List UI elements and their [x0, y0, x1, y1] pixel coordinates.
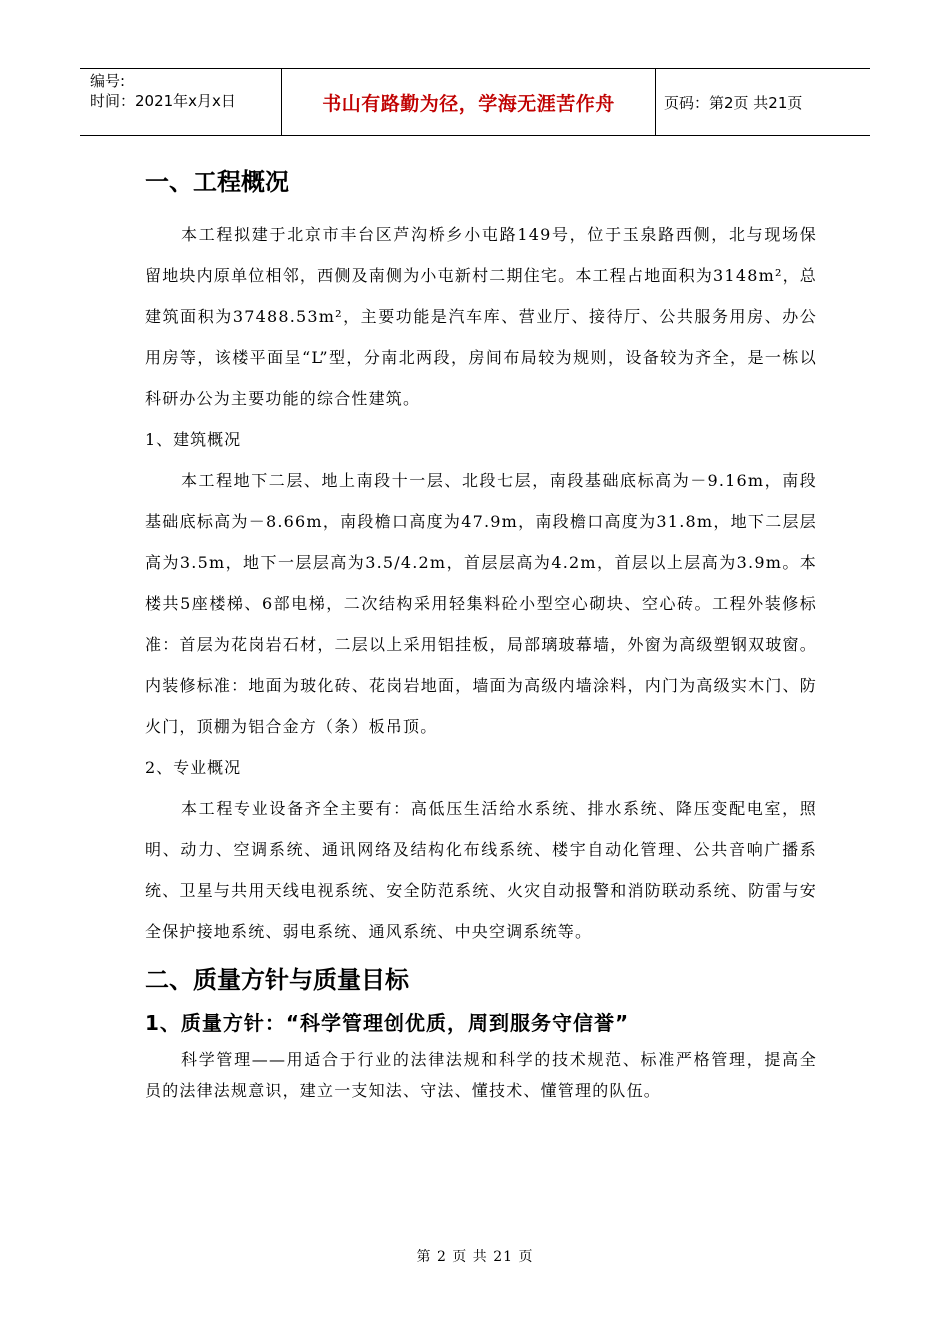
- document-body: [145, 160, 817, 1106]
- specialty-paragraph: 本工程专业设备齐全主要有：高低压生活给水系统、排水系统、降压变配电室，照明、动力、空调系统、通讯网络及结构化布线系统、楼宇自动化管理、公共音响广播系统、卫星与共用天线电视系统、安全防范系统、火灾自动报警和消防联动系统、防雷与安全保护接地系统、弱电系统、通风系统、中央空调系统等。: [145, 799, 817, 941]
- header-motto: 书山有路勤为径，学海无涯苦作舟: [282, 69, 656, 135]
- subheading-quality-policy: 1、质量方针：“科学管理创优质，周到服务守信誉”: [145, 1011, 630, 1035]
- subheading-specialty: 2、专业概况: [145, 758, 242, 777]
- header-page-info: 页码：第2页 共21页: [664, 93, 803, 112]
- building-paragraph: 本工程地下二层、地上南段十一层、北段七层，南段基础底标高为－9.16m，南段基础底标高为－8.66m，南段檐口高度为47.9m，南段檐口高度为31.8m，地下二层层高为3.5m，地下一层层高为3.5/4.2m，首层层高为4.2m，首层以上层高为3.9m。本楼共5座楼梯、6部电梯，二次结构采用轻集料砼小型空心砌块、空心砖。工程外装修标准：首层为花岗岩石材，二层以上采用铝挂板，局部璃玻幕墙，外窗为高级塑钢双玻窗。内装修标准：地面为玻化砖、花岗岩地面，墙面为高级内墙涂料，内门为高级实木门、防火门，顶棚为铝合金方（条）板吊顶。: [145, 471, 817, 736]
- header-meta-cell: [80, 69, 282, 135]
- subheading-building: 1、建筑概况: [145, 430, 242, 449]
- serial-label: 编号:: [90, 72, 126, 90]
- section-title-overview: 一、工程概况: [145, 168, 289, 196]
- page-footer: 第 2 页 共 21 页: [416, 1249, 534, 1265]
- section-title-quality: 二、质量方针与质量目标: [145, 966, 409, 994]
- page-header: [80, 68, 870, 136]
- overview-paragraph: 本工程拟建于北京市丰台区芦沟桥乡小屯路149号，位于玉泉路西侧，北与现场保留地块内原单位相邻，西侧及南侧为小屯新村二期住宅。本工程占地面积为3148m²，总建筑面积为37488.53m²，主要功能是汽车库、营业厅、接待厅、公共服务用房、办公用房等，该楼平面呈“L”型，分南北两段，房间布局较为规则，设备较为齐全，是一栋以科研办公为主要功能的综合性建筑。: [145, 225, 817, 408]
- time-label: 时间：2021年x月x日: [90, 92, 236, 110]
- quality-paragraph: 科学管理——用适合于行业的法律法规和科学的技术规范、标准严格管理，提高全员的法律法规意识，建立一支知法、守法、懂技术、懂管理的队伍。: [145, 1050, 817, 1100]
